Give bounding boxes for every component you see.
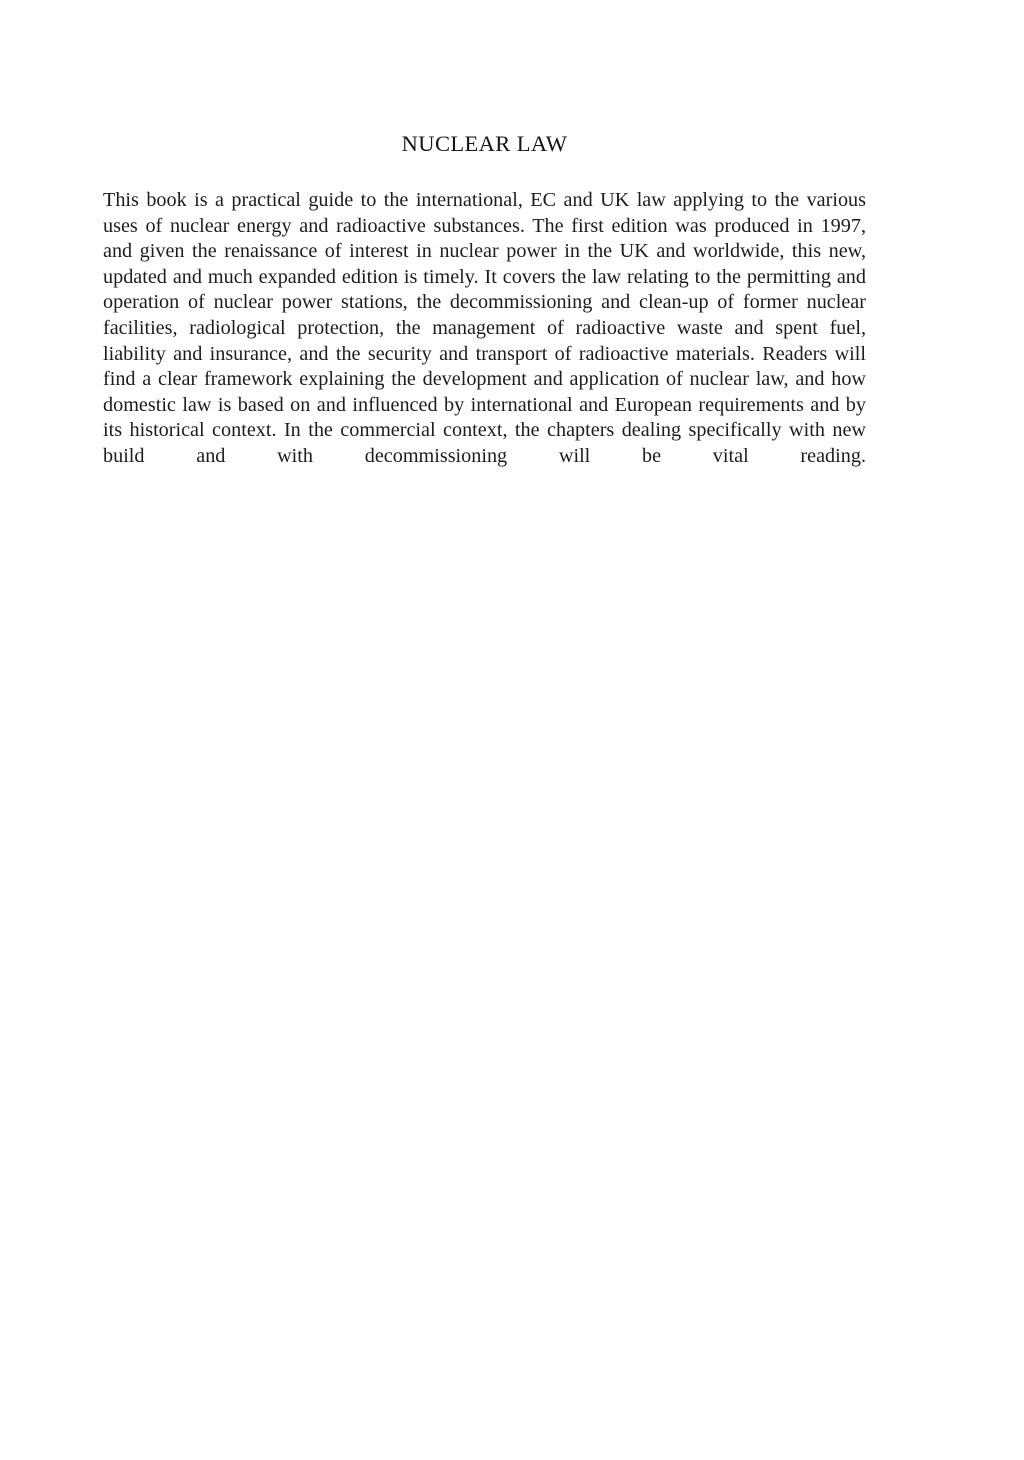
page-title: NUCLEAR LAW (401, 131, 568, 156)
content-block (103, 130, 866, 495)
blurb-paragraph: This book is a practical guide to the international, EC and UK law applying to the various uses of nuclear energy and radioactive substances. The first edition was produced in 1997, and given the renaissance of interest in nuclear power in the UK and worldwide, this new, updated and much expanded edition is timely. It covers the law relating to the permitting and operation of nuclear power stations, the decommissioning and clean-up of former nuclear facilities, radiological protection, the management of radioactive waste and spent fuel, liability and insurance, and the security and transport of radioactive materials. Readers will find a clear framework explaining the development and application of nuclear law, and how domestic law is based on and influenced by international and European requirements and by its historical context. In the commercial context, the chapters dealing specifically with new build and with decommissioning will be vital reading. (103, 189, 866, 467)
